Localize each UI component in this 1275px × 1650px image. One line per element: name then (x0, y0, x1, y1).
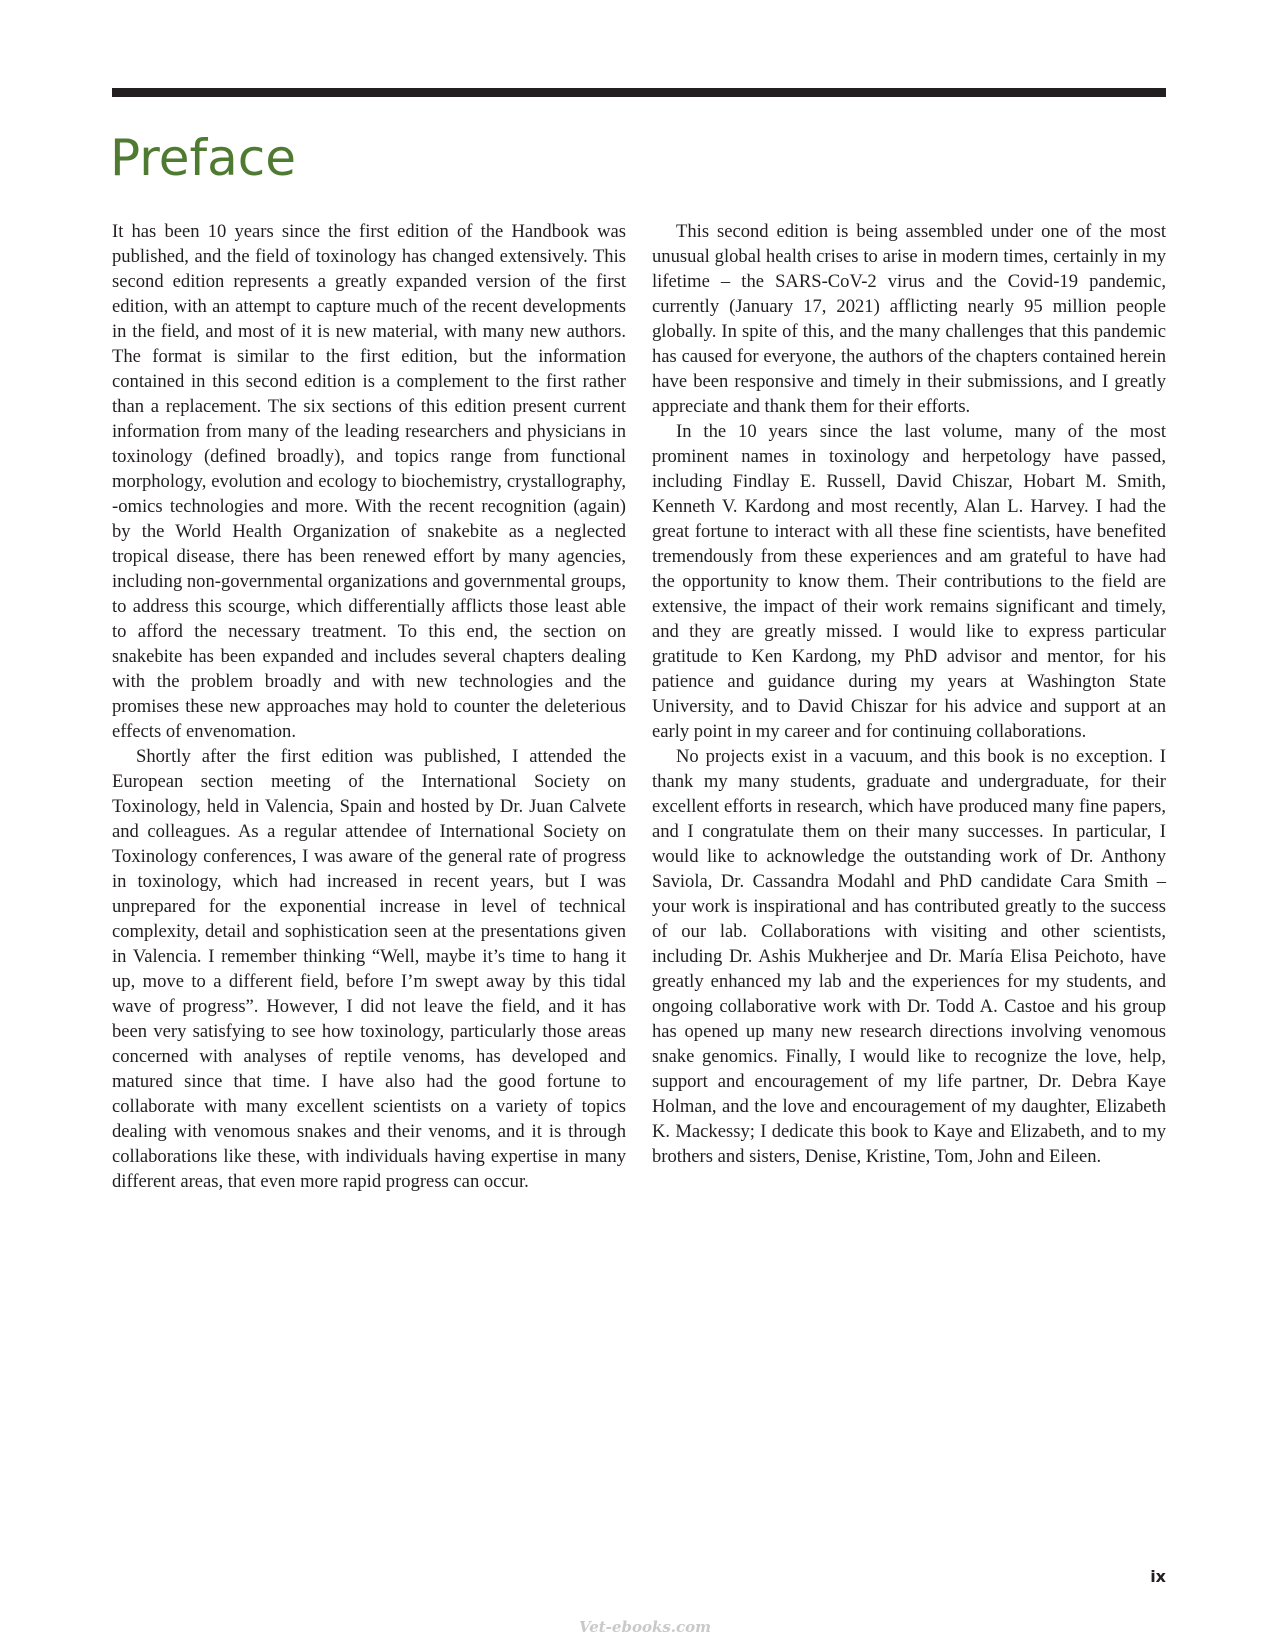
paragraph: Shortly after the first edition was published, I attended the European section meeting of the International Society on Toxinology, held in Valencia, Spain and hosted by Dr. Juan Calvete and colleagues. As a regular attendee of International Society on Toxinology conferences, I was aware of the general rate of progress in toxinology, which had increased in recent years, but I was unprepared for the exponential increase in level of technical complexity, detail and sophistication seen at the presentations given in Valencia. I remember thinking “Well, maybe it’s time to hang it up, move to a different field, before I’m swept away by this tidal wave of progress”. However, I did not leave the field, and it has been very satisfying to see how toxinology, particularly those areas concerned with analyses of reptile venoms, has developed and matured since that time. I have also had the good fortune to collaborate with many excellent scientists on a variety of topics dealing with venomous snakes and their venoms, and it is through collaborations like these, with individuals having expertise in many different areas, that even more rapid progress can occur. (112, 746, 626, 1192)
watermark (570, 1613, 720, 1641)
left-column (112, 219, 626, 1194)
page-number: ix (1150, 1567, 1166, 1586)
right-column (652, 219, 1166, 1169)
paragraph: In the 10 years since the last volume, many of the most prominent names in toxinology and herpetology have passed, including Findlay E. Russell, David Chiszar, Hobart M. Smith, Kenneth V. Kardong and most recently, Alan L. Harvey. I had the great fortune to interact with all these fine scientists, have benefited tremendously from these experiences and am grateful to have had the opportunity to know them. Their contributions to the field are extensive, the impact of their work remains significant and timely, and they are greatly missed. I would like to express particular gratitude to Ken Kardong, my PhD advisor and mentor, for his patience and guidance during my years at Washington State University, and to David Chiszar for his advice and support at an early point in my career and for continuing collaborations. (652, 421, 1166, 742)
page-title: Preface (110, 129, 296, 187)
top-rule (112, 88, 1166, 97)
paragraph: No projects exist in a vacuum, and this book is no exception. I thank my many students, graduate and undergraduate, for their excellent efforts in research, which have produced many fine papers, and I congratulate them on their many successes. In particular, I would like to acknowledge the outstanding work of Dr. Anthony Saviola, Dr. Cassandra Modahl and PhD candidate Cara Smith – your work is inspirational and has contributed greatly to the success of our lab. Collaborations with visiting and other scientists, including Dr. Ashis Mukherjee and Dr. María Elisa Peichoto, have greatly enhanced my lab and the experiences for my students, and ongoing collaborative work with Dr. Todd A. Castoe and his group has opened up many new research directions involving venomous snake genomics. Finally, I would like to recognize the love, help, support and encouragement of my life partner, Dr. Debra Kaye Holman, and the love and encouragement of my daughter, Elizabeth K. Mackessy; I dedicate this book to Kaye and Elizabeth, and to my brothers and sisters, Denise, Kristine, Tom, John and Eileen. (652, 746, 1166, 1167)
paragraph: It has been 10 years since the first edition of the Handbook was published, and the field of toxinology has changed extensively. This second edition represents a greatly expanded version of the first edition, with an attempt to capture much of the recent developments in the field, and most of it is new material, with many new authors. The format is similar to the first edition, but the information contained in this second edition is a complement to the first rather than a replacement. The six sections of this edition present current information from many of the leading researchers and physicians in toxinology (defined broadly), and topics range from functional morphology, evolution and ecology to biochemistry, crystallography, -omics technologies and more. With the recent recognition (again) by the World Health Organization of snakebite as a neglected tropical disease, there has been renewed effort by many agencies, including non-governmental organizations and governmental groups, to address this scourge, which differentially afflicts those least able to afford the necessary treatment. To this end, the section on snakebite has been expanded and includes several chapters dealing with the problem broadly and with new technologies and the promises these new approaches may hold to counter the deleterious effects of envenomation. (112, 221, 626, 742)
paragraph: This second edition is being assembled under one of the most unusual global health crises to arise in modern times, certainly in my lifetime – the SARS-CoV-2 virus and the Covid-19 pandemic, currently (January 17, 2021) afflicting nearly 95 million people globally. In spite of this, and the many challenges that this pandemic has caused for everyone, the authors of the chapters contained herein have been responsive and timely in their submissions, and I greatly appreciate and thank them for their efforts. (652, 221, 1166, 417)
watermark-text: Vet-ebooks.com (578, 1618, 712, 1636)
